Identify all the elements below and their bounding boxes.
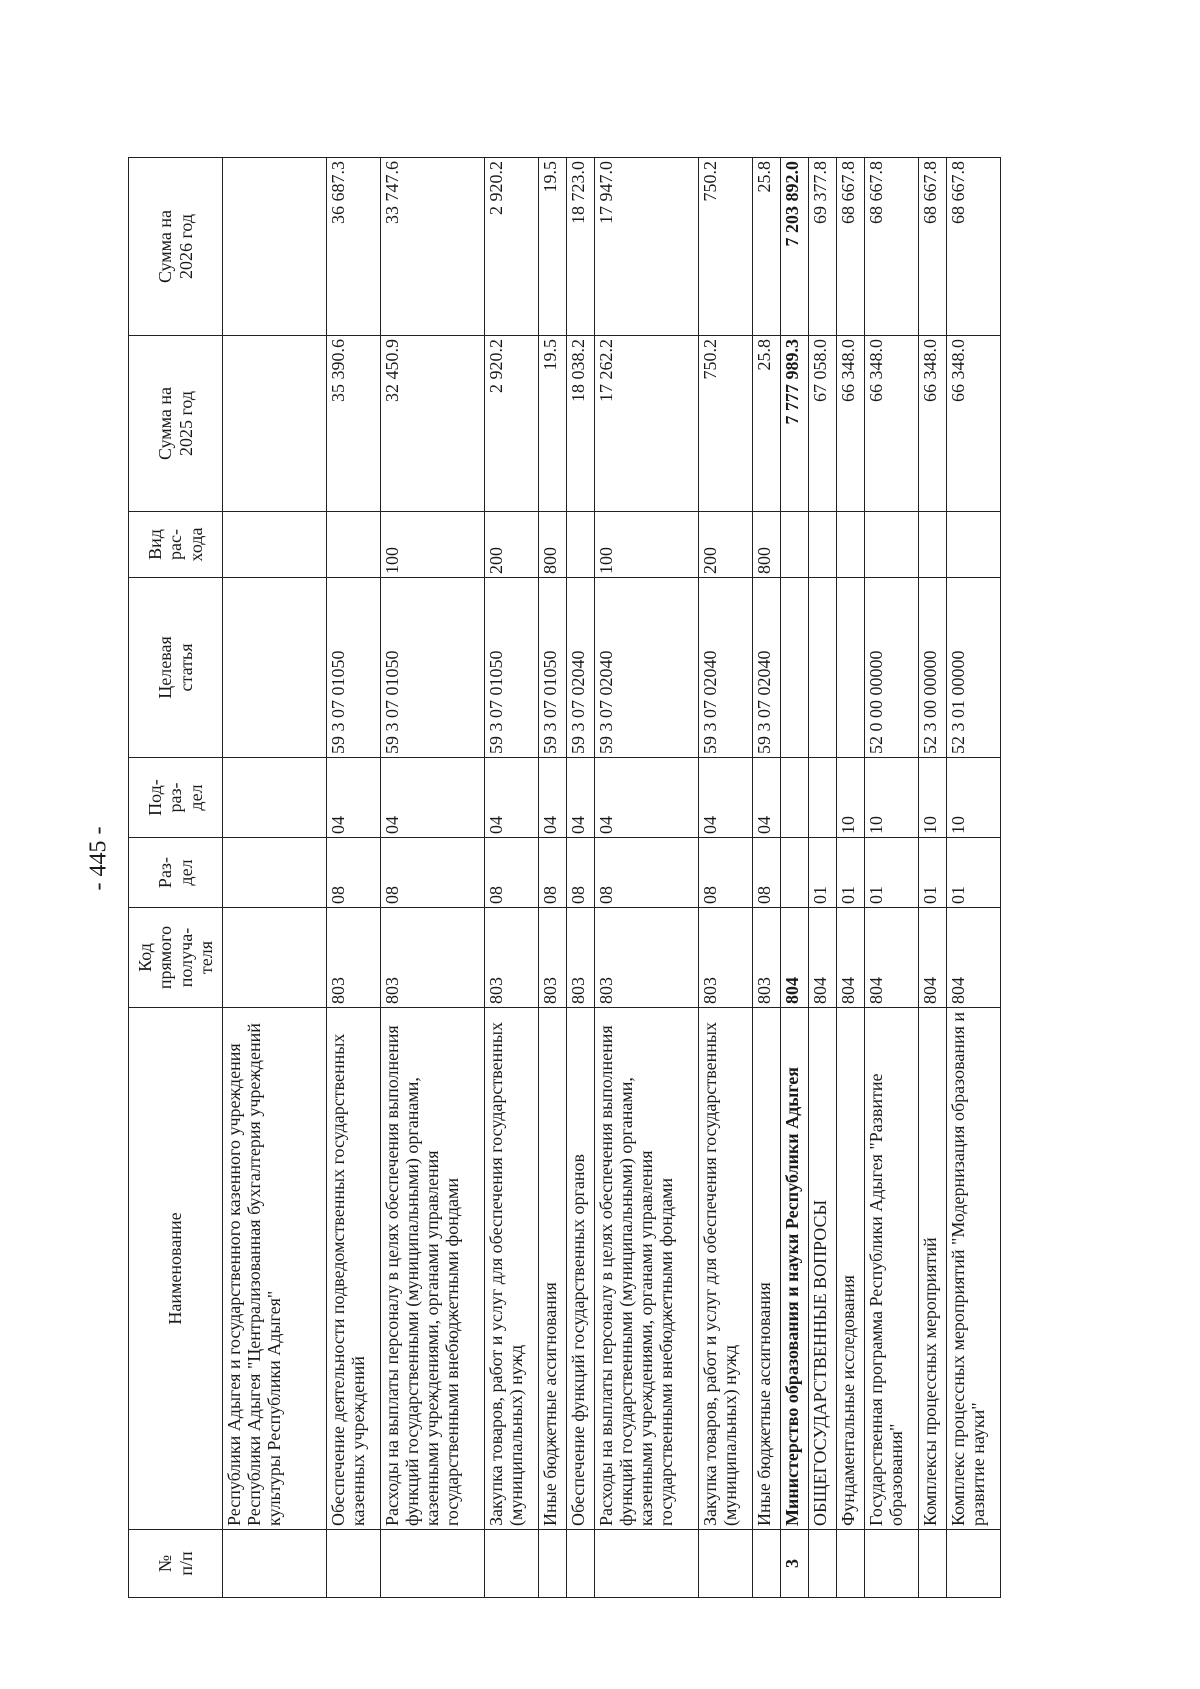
cell-sum2025: 32 450.9	[381, 336, 485, 512]
cell-num: 3	[781, 1530, 809, 1598]
cell-code: 803	[753, 908, 781, 1008]
cell-article: 59 3 07 01050	[485, 578, 539, 758]
cell-code: 804	[865, 908, 919, 1008]
header-code: Код прямого получа- теля	[129, 908, 223, 1008]
table-row	[809, 158, 837, 1598]
cell-num	[809, 1530, 837, 1598]
cell-name: Расходы на выплаты персоналу в целях обеспечения выполнения функций государственными (муниципальными) органами, казенными учреждениями, органами управления государственными внебюджетными фондами	[595, 1008, 699, 1530]
page-number	[84, 828, 114, 888]
header-subsection: Под- раз- дел	[129, 758, 223, 838]
cell-subsection	[781, 758, 809, 838]
cell-sum2025: 66 348.0	[919, 336, 947, 512]
cell-code: 804	[919, 908, 947, 1008]
cell-type: 200	[699, 512, 753, 578]
header-row	[129, 158, 223, 1598]
cell-code: 803	[567, 908, 595, 1008]
cell-type	[947, 512, 1001, 578]
cell-name: ОБЩЕГОСУДАРСТВЕННЫЕ ВОПРОСЫ	[809, 1008, 837, 1530]
cell-article	[781, 578, 809, 758]
cell-code: 803	[485, 908, 539, 1008]
cell-code: 803	[699, 908, 753, 1008]
cell-type: 100	[381, 512, 485, 578]
table-row	[381, 158, 485, 1598]
header-section: Раз- дел	[129, 838, 223, 908]
header-article: Целевая статья	[129, 578, 223, 758]
cell-section: 08	[699, 838, 753, 908]
cell-name: Обеспечение деятельности подведомственных государственных казенных учреждений	[327, 1008, 381, 1530]
cell-article: 59 3 07 02040	[567, 578, 595, 758]
cell-article: 52 3 00 00000	[919, 578, 947, 758]
cell-sum2026: 68 667.8	[947, 158, 1001, 336]
cell-subsection: 04	[485, 758, 539, 838]
cell-article: 59 3 07 02040	[595, 578, 699, 758]
cell-section: 08	[567, 838, 595, 908]
cell-subsection: 10	[919, 758, 947, 838]
table-body	[223, 158, 1001, 1598]
cell-article: 52 0 00 00000	[865, 578, 919, 758]
cell-sum2026: 36 687.3	[327, 158, 381, 336]
cell-sum2025: 2 920.2	[485, 336, 539, 512]
cell-type	[567, 512, 595, 578]
table-row	[595, 158, 699, 1598]
cell-section: 08	[381, 838, 485, 908]
cell-article	[809, 578, 837, 758]
cell-sum2025: 17 262.2	[595, 336, 699, 512]
table-row	[699, 158, 753, 1598]
cell-name: Республики Адыгея и государственного казенного учреждения Республики Адыгея "Централизованная бухгалтерия учреждений культуры Республики Адыгея"	[223, 1008, 327, 1530]
table-row	[947, 158, 1001, 1598]
cell-sum2026: 17 947.0	[595, 158, 699, 336]
cell-num	[865, 1530, 919, 1598]
cell-sum2026: 33 747.6	[381, 158, 485, 336]
table-row	[223, 158, 327, 1598]
cell-section: 08	[327, 838, 381, 908]
cell-sum2025: 7 777 989.3	[781, 336, 809, 512]
cell-name: Комплекс процессных мероприятий "Модернизация образования и развитие науки"	[947, 1008, 1001, 1530]
cell-code: 803	[381, 908, 485, 1008]
cell-num	[919, 1530, 947, 1598]
cell-name: Государственная программа Республики Адыгея "Развитие образования"	[865, 1008, 919, 1530]
cell-sum2026: 750.2	[699, 158, 753, 336]
cell-name: Иные бюджетные ассигнования	[539, 1008, 567, 1530]
cell-section: 01	[837, 838, 865, 908]
cell-code: 804	[809, 908, 837, 1008]
cell-sum2026: 68 667.8	[837, 158, 865, 336]
cell-sum2025: 35 390.6	[327, 336, 381, 512]
cell-section: 01	[919, 838, 947, 908]
cell-num	[223, 1530, 327, 1598]
table-row	[919, 158, 947, 1598]
cell-sum2026: 19.5	[539, 158, 567, 336]
cell-sum2025: 66 348.0	[837, 336, 865, 512]
cell-sum2025: 25.8	[753, 336, 781, 512]
cell-sum2025: 750.2	[699, 336, 753, 512]
cell-article: 59 3 07 01050	[327, 578, 381, 758]
cell-type	[837, 512, 865, 578]
cell-type	[865, 512, 919, 578]
cell-subsection: 04	[753, 758, 781, 838]
cell-section: 01	[865, 838, 919, 908]
cell-sum2026	[223, 158, 327, 336]
cell-section: 08	[539, 838, 567, 908]
table-row	[567, 158, 595, 1598]
cell-num	[699, 1530, 753, 1598]
cell-name: Фундаментальные исследования	[837, 1008, 865, 1530]
cell-type: 200	[485, 512, 539, 578]
budget-table-container	[128, 158, 989, 1598]
header-num: № п/п	[129, 1530, 223, 1598]
cell-sum2025: 19.5	[539, 336, 567, 512]
cell-subsection: 04	[327, 758, 381, 838]
cell-name: Расходы на выплаты персоналу в целях обеспечения выполнения функций государственными (муниципальными) органами, казенными учреждениями, органами управления государственными внебюджетными фондами	[381, 1008, 485, 1530]
cell-code	[223, 908, 327, 1008]
cell-article: 52 3 01 00000	[947, 578, 1001, 758]
cell-section: 01	[809, 838, 837, 908]
cell-type	[781, 512, 809, 578]
cell-num	[381, 1530, 485, 1598]
cell-section	[223, 838, 327, 908]
cell-section	[781, 838, 809, 908]
cell-code: 803	[595, 908, 699, 1008]
cell-subsection	[223, 758, 327, 838]
cell-code: 804	[947, 908, 1001, 1008]
cell-num	[595, 1530, 699, 1598]
header-sum2026: Сумма на 2026 год	[129, 158, 223, 336]
table-row	[485, 158, 539, 1598]
cell-code: 803	[539, 908, 567, 1008]
cell-type	[809, 512, 837, 578]
header-type: Вид рас- хода	[129, 512, 223, 578]
cell-name: Закупка товаров, работ и услуг для обеспечения государственных (муниципальных) нужд	[699, 1008, 753, 1530]
cell-subsection: 10	[947, 758, 1001, 838]
cell-name: Закупка товаров, работ и услуг для обеспечения государственных (муниципальных) нужд	[485, 1008, 539, 1530]
cell-article	[837, 578, 865, 758]
cell-type: 800	[539, 512, 567, 578]
cell-sum2025: 18 038.2	[567, 336, 595, 512]
cell-code: 804	[781, 908, 809, 1008]
cell-sum2025	[223, 336, 327, 512]
table-row	[865, 158, 919, 1598]
cell-section: 08	[485, 838, 539, 908]
cell-subsection: 04	[381, 758, 485, 838]
cell-type: 800	[753, 512, 781, 578]
cell-sum2026: 18 723.0	[567, 158, 595, 336]
page-number-text: - 445 -	[85, 826, 112, 890]
cell-article: 59 3 07 02040	[699, 578, 753, 758]
cell-subsection: 04	[567, 758, 595, 838]
cell-article	[223, 578, 327, 758]
cell-subsection: 04	[595, 758, 699, 838]
cell-subsection: 10	[865, 758, 919, 838]
cell-type	[327, 512, 381, 578]
table-row	[781, 158, 809, 1598]
table-row	[837, 158, 865, 1598]
cell-type	[919, 512, 947, 578]
cell-num	[327, 1530, 381, 1598]
cell-name: Иные бюджетные ассигнования	[753, 1008, 781, 1530]
cell-article: 59 3 07 01050	[381, 578, 485, 758]
cell-subsection: 04	[699, 758, 753, 838]
cell-article: 59 3 07 01050	[539, 578, 567, 758]
cell-sum2025: 67 058.0	[809, 336, 837, 512]
cell-sum2026: 68 667.8	[865, 158, 919, 336]
cell-num	[567, 1530, 595, 1598]
table-row	[753, 158, 781, 1598]
cell-sum2026: 25.8	[753, 158, 781, 336]
cell-num	[485, 1530, 539, 1598]
table-row	[327, 158, 381, 1598]
cell-num	[947, 1530, 1001, 1598]
cell-num	[753, 1530, 781, 1598]
cell-sum2026: 68 667.8	[919, 158, 947, 336]
cell-sum2026: 2 920.2	[485, 158, 539, 336]
cell-code: 804	[837, 908, 865, 1008]
cell-sum2025: 66 348.0	[865, 336, 919, 512]
cell-name: Обеспечение функций государственных органов	[567, 1008, 595, 1530]
cell-article: 59 3 07 02040	[753, 578, 781, 758]
table-row	[539, 158, 567, 1598]
header-name: Наименование	[129, 1008, 223, 1530]
cell-name: Министерство образования и науки Республики Адыгея	[781, 1008, 809, 1530]
cell-section: 08	[595, 838, 699, 908]
cell-name: Комплексы процессных мероприятий	[919, 1008, 947, 1530]
cell-sum2026: 7 203 892.0	[781, 158, 809, 336]
cell-sum2026: 69 377.8	[809, 158, 837, 336]
cell-section: 01	[947, 838, 1001, 908]
cell-subsection	[809, 758, 837, 838]
cell-subsection: 04	[539, 758, 567, 838]
cell-type: 100	[595, 512, 699, 578]
cell-code: 803	[327, 908, 381, 1008]
budget-table	[128, 157, 1001, 1598]
cell-sum2025: 66 348.0	[947, 336, 1001, 512]
header-sum2025: Сумма на 2025 год	[129, 336, 223, 512]
cell-num	[539, 1530, 567, 1598]
cell-section: 08	[753, 838, 781, 908]
cell-subsection: 10	[837, 758, 865, 838]
cell-type	[223, 512, 327, 578]
cell-num	[837, 1530, 865, 1598]
